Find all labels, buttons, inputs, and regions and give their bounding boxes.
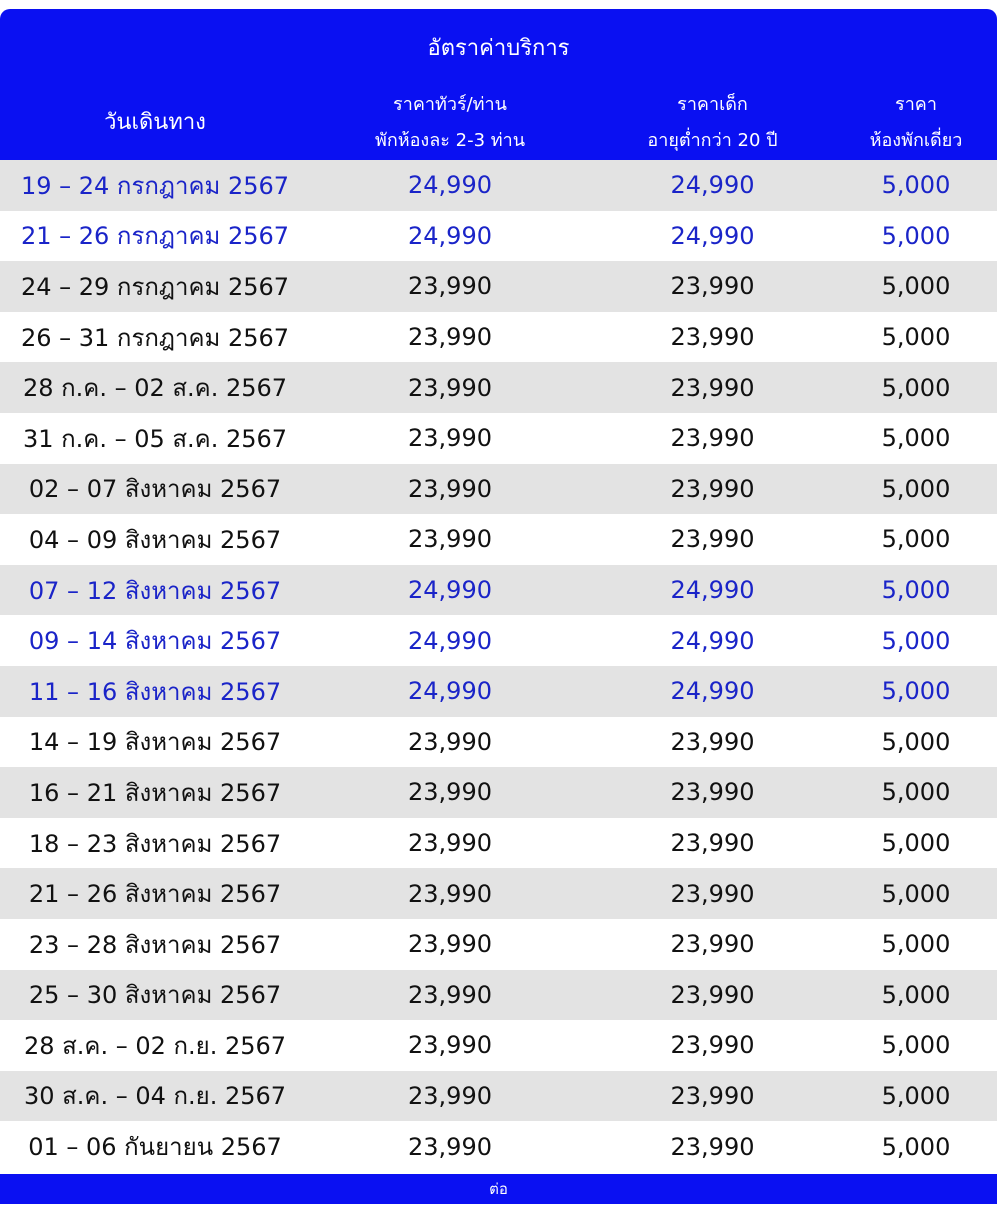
date-cell: 28 ก.ค. – 02 ส.ค. 2567 xyxy=(22,374,288,403)
table-row xyxy=(0,970,997,1021)
table-row xyxy=(0,464,997,515)
adult-price-cell: 23,990 xyxy=(408,525,492,554)
single-room-cell: 5,000 xyxy=(881,424,951,453)
adult-price-cell: 24,990 xyxy=(408,576,492,605)
table-row xyxy=(0,1121,997,1172)
adult-price-cell: 24,990 xyxy=(408,677,492,706)
date-cell: 19 – 24 กรกฎาคม 2567 xyxy=(20,171,290,200)
date-cell: 01 – 06 กันยายน 2567 xyxy=(28,1133,282,1162)
header-date: วันเดินทาง xyxy=(104,110,206,135)
table-row xyxy=(0,919,997,970)
table-row xyxy=(0,211,997,262)
date-cell: 26 – 31 กรกฎาคม 2567 xyxy=(20,323,290,352)
single-room-cell: 5,000 xyxy=(881,626,951,655)
adult-price-cell: 23,990 xyxy=(408,323,492,352)
date-cell: 30 ส.ค. – 04 ก.ย. 2567 xyxy=(23,1082,287,1111)
date-cell: 04 – 09 สิงหาคม 2567 xyxy=(28,525,282,554)
adult-price-cell: 23,990 xyxy=(408,829,492,858)
date-cell: 09 – 14 สิงหาคม 2567 xyxy=(28,627,282,656)
header-single-line1: ราคา xyxy=(895,94,937,115)
date-cell: 16 – 21 สิงหาคม 2567 xyxy=(28,778,282,807)
date-cell: 21 – 26 สิงหาคม 2567 xyxy=(28,880,282,909)
single-room-cell: 5,000 xyxy=(881,980,951,1009)
date-cell: 28 ส.ค. – 02 ก.ย. 2567 xyxy=(23,1031,287,1060)
adult-price-cell: 23,990 xyxy=(408,930,492,959)
table-row xyxy=(0,514,997,565)
single-room-cell: 5,000 xyxy=(881,930,951,959)
single-room-cell: 5,000 xyxy=(881,373,951,402)
child-price-cell: 23,990 xyxy=(670,1031,755,1060)
header-single-line2: ห้องพักเดี่ยว xyxy=(869,130,963,151)
table-row xyxy=(0,666,997,717)
child-price-cell: 23,990 xyxy=(670,930,755,959)
table-title: อัตราค่าบริการ xyxy=(0,9,997,86)
single-room-cell: 5,000 xyxy=(881,829,951,858)
continue-footer[interactable]: ต่อ xyxy=(0,1174,997,1204)
child-price-cell: 23,990 xyxy=(670,778,755,807)
table-row xyxy=(0,868,997,919)
date-cell: 02 – 07 สิงหาคม 2567 xyxy=(28,475,282,504)
table-row xyxy=(0,1020,997,1071)
header-child-price xyxy=(590,86,835,160)
single-room-cell: 5,000 xyxy=(881,272,951,301)
child-price-cell: 24,990 xyxy=(670,171,755,200)
table-row xyxy=(0,1071,997,1122)
table-row xyxy=(0,261,997,312)
single-room-cell: 5,000 xyxy=(881,171,951,200)
single-room-cell: 5,000 xyxy=(881,1031,951,1060)
child-price-cell: 23,990 xyxy=(670,1132,755,1161)
table-row xyxy=(0,160,997,211)
date-cell: 18 – 23 สิงหาคม 2567 xyxy=(28,829,282,858)
date-cell: 07 – 12 สิงหาคม 2567 xyxy=(28,576,282,605)
child-price-cell: 24,990 xyxy=(670,677,755,706)
child-price-cell: 23,990 xyxy=(670,373,755,402)
child-price-cell: 24,990 xyxy=(670,576,755,605)
table-header xyxy=(0,86,997,160)
single-room-cell: 5,000 xyxy=(881,576,951,605)
table-row xyxy=(0,362,997,413)
table-row xyxy=(0,767,997,818)
date-cell: 11 – 16 สิงหาคม 2567 xyxy=(28,677,282,706)
single-room-cell: 5,000 xyxy=(881,221,951,250)
single-room-cell: 5,000 xyxy=(881,727,951,756)
adult-price-cell: 23,990 xyxy=(408,778,492,807)
single-room-cell: 5,000 xyxy=(881,323,951,352)
single-room-cell: 5,000 xyxy=(881,1132,951,1161)
table-row xyxy=(0,312,997,363)
single-room-cell: 5,000 xyxy=(881,778,951,807)
child-price-cell: 23,990 xyxy=(670,323,755,352)
child-price-cell: 23,990 xyxy=(670,1081,755,1110)
adult-price-cell: 23,990 xyxy=(408,1132,492,1161)
adult-price-cell: 23,990 xyxy=(408,1031,492,1060)
adult-price-cell: 24,990 xyxy=(408,221,492,250)
adult-price-cell: 24,990 xyxy=(408,171,492,200)
date-cell: 23 – 28 สิงหาคม 2567 xyxy=(28,930,282,959)
child-price-cell: 23,990 xyxy=(670,474,755,503)
child-price-cell: 23,990 xyxy=(670,727,755,756)
table-row xyxy=(0,615,997,666)
date-cell: 21 – 26 กรกฎาคม 2567 xyxy=(20,222,290,251)
header-adult-line1: ราคาทัวร์/ท่าน xyxy=(393,94,507,115)
child-price-cell: 24,990 xyxy=(670,626,755,655)
adult-price-cell: 23,990 xyxy=(408,424,492,453)
child-price-cell: 24,990 xyxy=(670,221,755,250)
adult-price-cell: 24,990 xyxy=(408,626,492,655)
adult-price-cell: 23,990 xyxy=(408,980,492,1009)
header-single-room xyxy=(835,86,997,160)
child-price-cell: 23,990 xyxy=(670,829,755,858)
adult-price-cell: 23,990 xyxy=(408,1081,492,1110)
price-table-body xyxy=(0,160,997,1172)
adult-price-cell: 23,990 xyxy=(408,474,492,503)
child-price-cell: 23,990 xyxy=(670,525,755,554)
date-cell: 25 – 30 สิงหาคม 2567 xyxy=(28,981,282,1010)
single-room-cell: 5,000 xyxy=(881,1081,951,1110)
table-row xyxy=(0,717,997,768)
single-room-cell: 5,000 xyxy=(881,879,951,908)
child-price-cell: 23,990 xyxy=(670,424,755,453)
header-child-line1: ราคาเด็ก xyxy=(677,94,748,115)
child-price-cell: 23,990 xyxy=(670,879,755,908)
adult-price-cell: 23,990 xyxy=(408,727,492,756)
adult-price-cell: 23,990 xyxy=(408,373,492,402)
table-row xyxy=(0,818,997,869)
child-price-cell: 23,990 xyxy=(670,980,755,1009)
header-adult-line2: พักห้องละ 2-3 ท่าน xyxy=(374,130,526,151)
date-cell: 31 ก.ค. – 05 ส.ค. 2567 xyxy=(22,424,288,453)
date-cell: 24 – 29 กรกฎาคม 2567 xyxy=(20,272,290,301)
child-price-cell: 23,990 xyxy=(670,272,755,301)
table-row xyxy=(0,413,997,464)
adult-price-cell: 23,990 xyxy=(408,879,492,908)
header-child-line2: อายุต่ำกว่า 20 ปี xyxy=(647,130,778,151)
single-room-cell: 5,000 xyxy=(881,525,951,554)
adult-price-cell: 23,990 xyxy=(408,272,492,301)
date-cell: 14 – 19 สิงหาคม 2567 xyxy=(28,728,282,757)
single-room-cell: 5,000 xyxy=(881,474,951,503)
single-room-cell: 5,000 xyxy=(881,677,951,706)
header-adult-price xyxy=(310,86,590,160)
table-row xyxy=(0,565,997,616)
